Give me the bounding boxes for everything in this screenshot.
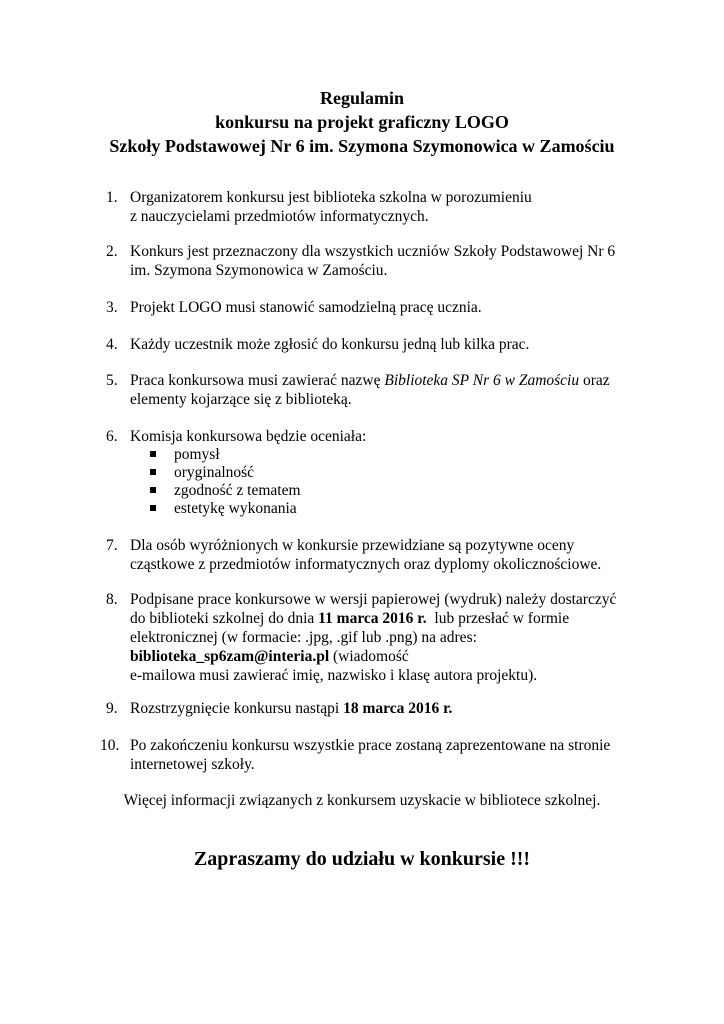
item-number: 10. [100, 737, 120, 754]
square-bullet-icon [150, 469, 156, 475]
item-text [130, 371, 670, 390]
item-text-part: oraz [579, 372, 610, 389]
item-number: 6. [106, 428, 118, 445]
item-text-part: lub przesłać w formie [426, 610, 570, 627]
item-text-part: do biblioteki szkolnej do dnia [130, 610, 319, 627]
item-number: 5. [106, 372, 118, 389]
item-text: elektronicznej (w formacie: .jpg, .gif lub .png) na adres: [130, 629, 477, 646]
item-text: im. Szymona Szymonowica w Zamościu. [130, 262, 388, 279]
item-text [130, 647, 670, 666]
school-name: Szkoły Podstawowej Nr 6 im. Szymona Szymonowica w Zamościu [109, 136, 615, 156]
info-note: Więcej informacji związanych z konkursem uzyskacie w bibliotece szkolnej. [123, 792, 601, 809]
invitation-heading: Zapraszamy do udziału w konkursie !!! [193, 848, 531, 870]
item-text: Po zakończeniu konkursu wszystkie prace zostaną zaprezentowane na stronie [130, 737, 611, 754]
criteria-label: pomysł [174, 446, 220, 463]
item-number: 2. [106, 243, 118, 260]
item-number: 4. [106, 336, 118, 353]
item-number: 1. [106, 189, 118, 206]
criteria-label: oryginalność [174, 464, 255, 481]
item-text: internetowej szkoły. [130, 756, 255, 773]
library-name: Biblioteka SP Nr 6 w Zamościu [384, 372, 580, 389]
item-text: cząstkowe z przedmiotów informatycznych oraz dyplomy okolicznościowe. [130, 556, 602, 573]
deadline-date: 11 marca 2016 r. [318, 610, 427, 627]
item-text-part: (wiadomość [329, 648, 409, 665]
document-title: Regulamin [319, 88, 404, 108]
item-text: z nauczycielami przedmiotów informatycznych. [130, 208, 429, 225]
criteria-label: estetykę wykonania [174, 500, 297, 517]
email-address: biblioteka_sp6zam@interia.pl [130, 648, 330, 665]
item-text: Komisja konkursowa będzie oceniała: [130, 428, 367, 445]
item-text: elementy kojarzące się z biblioteką. [130, 391, 352, 408]
item-text: Organizatorem konkursu jest biblioteka szkolna w porozumieniu [130, 189, 532, 206]
item-text: e-mailowa musi zawierać imię, nazwisko i klasę autora projektu). [130, 667, 538, 684]
result-date: 18 marca 2016 r. [343, 700, 453, 717]
document-subtitle: konkursu na projekt graficzny LOGO [215, 112, 509, 132]
criteria-label: zgodność z tematem [174, 482, 301, 499]
item-text [130, 609, 670, 628]
square-bullet-icon [150, 487, 156, 493]
item-text-part: Praca konkursowa musi zawierać nazwę [130, 372, 385, 389]
item-text-part: Rozstrzygnięcie konkursu nastąpi [130, 700, 344, 717]
item-text: Każdy uczestnik może zgłosić do konkursu jedną lub kilka prac. [130, 336, 530, 353]
item-text: Konkurs jest przeznaczony dla wszystkich uczniów Szkoły Podstawowej Nr 6 [130, 243, 616, 260]
item-number: 9. [106, 700, 118, 717]
item-text: Podpisane prace konkursowe w wersji papierowej (wydruk) należy dostarczyć [130, 591, 617, 608]
item-number: 3. [106, 299, 118, 316]
square-bullet-icon [150, 451, 156, 457]
item-text: Dla osób wyróżnionych w konkursie przewidziane są pozytywne oceny [130, 537, 575, 554]
item-text [130, 699, 670, 718]
item-number: 7. [106, 537, 118, 554]
item-number: 8. [106, 591, 118, 608]
item-text: Projekt LOGO musi stanowić samodzielną pracę ucznia. [130, 299, 482, 316]
square-bullet-icon [150, 505, 156, 511]
